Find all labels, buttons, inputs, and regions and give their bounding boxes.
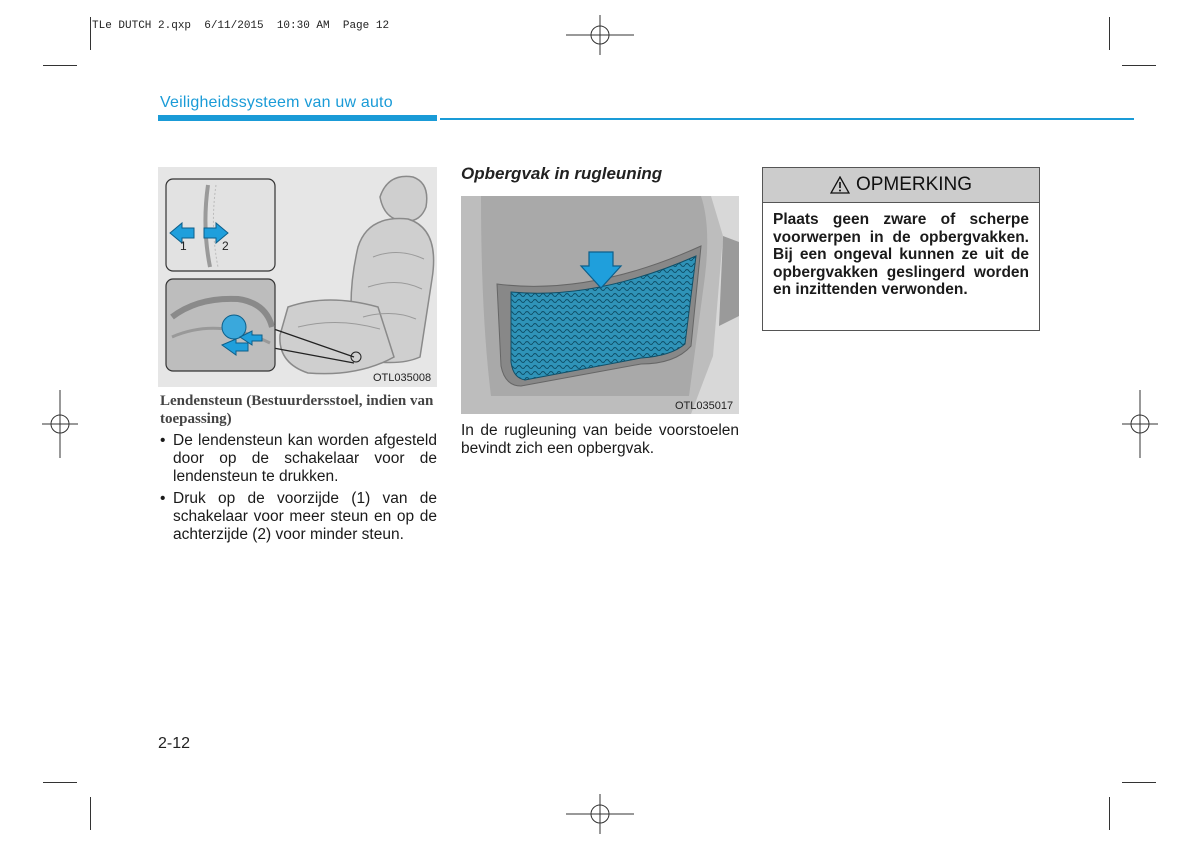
callout-2: 2 <box>222 239 229 253</box>
callout-1: 1 <box>180 239 187 253</box>
seatback-pocket-figure <box>461 196 739 414</box>
note-body: Plaats geen zware of scherpe voorwerpen in de opbergvakken. Bij een ongeval kunnen ze uit de opbergvakken geslingerd worden en inzittenden verwonden. <box>773 211 1029 298</box>
list-item: • De lendensteun kan worden afgesteld door op de schakelaar voor de lendensteun te drukken. <box>160 432 437 485</box>
list-item: • Druk op de voorzijde (1) van de schakelaar voor meer steun en op de achterzijde (2) voor minder steun. <box>160 490 437 543</box>
storage-paragraph: In de rugleuning van beide voorstoelen bevindt zich een opbergvak. <box>461 422 739 457</box>
section-title: Veiligheidssysteem van uw auto <box>160 94 393 111</box>
lumbar-heading: Lendensteun (Bestuurdersstoel, indien van toepassing) <box>160 393 434 427</box>
figure-code-middle: OTL035017 <box>675 400 734 412</box>
header-bar-thick <box>158 115 437 121</box>
print-slug: TLe DUTCH 2.qxp 6/11/2015 10:30 AM Page 12 <box>92 20 390 32</box>
note-title: OPMERKING <box>855 174 973 195</box>
figure-code-left: OTL035008 <box>373 372 432 384</box>
lumbar-bullet-list <box>160 432 437 548</box>
note-header <box>763 168 1039 203</box>
note-box <box>762 167 1040 331</box>
page-number: 2-12 <box>158 735 191 752</box>
warning-icon <box>830 176 850 194</box>
header-bar-thin <box>440 118 1134 120</box>
seat-lumbar-figure <box>158 167 437 387</box>
storage-heading: Opbergvak in rugleuning <box>461 164 663 183</box>
